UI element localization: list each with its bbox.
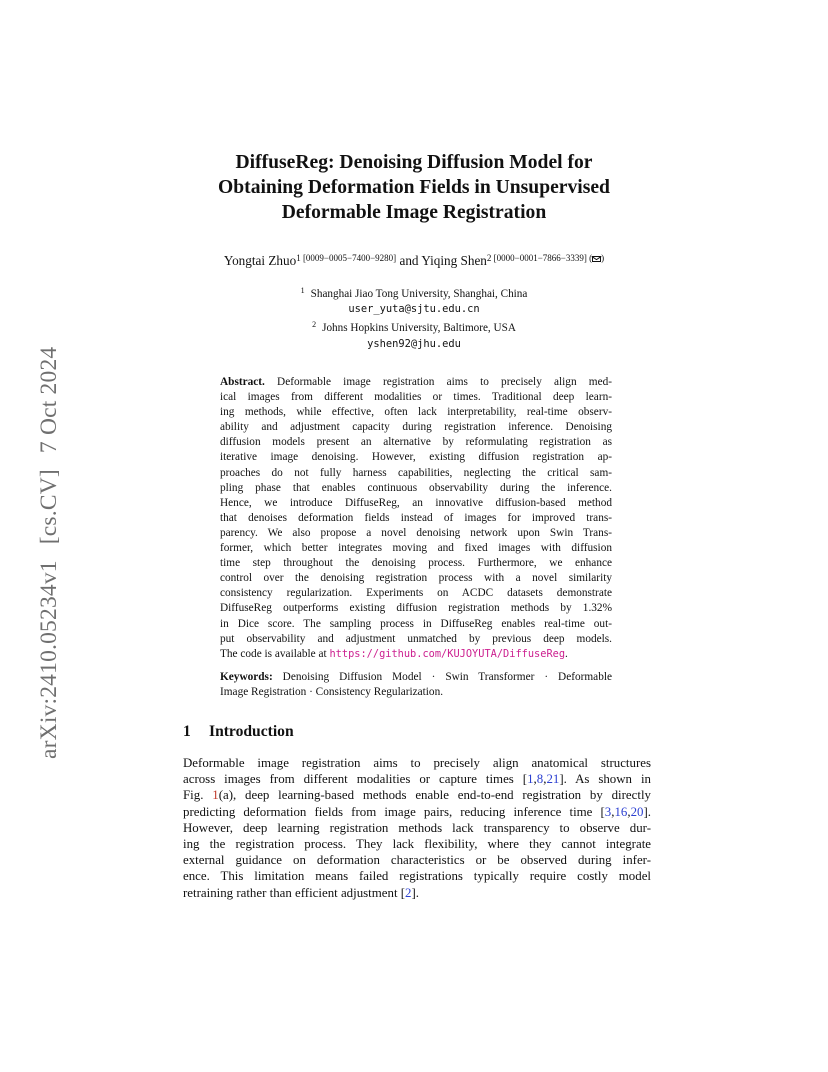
keywords-text: Denoising Diffusion Model · Swin Transformer · Deformable [272, 671, 612, 683]
abstract-line: proaches do not fully harness capabilities, neglecting the critical sam- [220, 466, 612, 479]
abstract-line: Hence, we introduce DiffuseReg, an innovative diffusion-based method [220, 496, 612, 509]
body-line: Deformable image registration aims to precisely align anatomical structures [183, 756, 651, 770]
body-text-run: (a), deep learning-based methods enable end-to-end registration by directly [218, 788, 651, 803]
abstract-text: The code is available at [220, 647, 330, 660]
citation-link[interactable]: 20 [630, 804, 644, 819]
author-orcid-close: ) [601, 253, 605, 263]
author-name: Yongtai Zhuo [223, 253, 297, 268]
body-text-run: across images from different modalities or capture times [ [183, 772, 528, 787]
arxiv-category: [cs.CV] [36, 469, 62, 545]
abstract-text: . [565, 647, 568, 660]
abstract-line: iterative image denoising. However, existing diffusion registration ap- [220, 451, 612, 464]
arxiv-sidebar-stamp [36, 347, 63, 759]
citation-link[interactable]: 21 [546, 772, 560, 787]
keywords [220, 670, 612, 700]
affiliation-email: yshen92@jhu.edu [367, 337, 461, 350]
arxiv-id: arXiv:2410.05234v1 [36, 560, 62, 759]
author-orcid-text: 2 [0000−0001−7866−3339] ( [486, 253, 593, 263]
body-line [183, 787, 651, 803]
abstract-label: Abstract. [220, 376, 265, 388]
abstract-line: that denoises deformation fields instead of images for improved trans- [220, 511, 612, 524]
author-list [150, 253, 678, 269]
body-line: across images from different modalities or capture times [1,8,21]. As shown in [183, 772, 651, 787]
abstract-line: pling phase that enables continuous observability during the inference. [220, 481, 612, 494]
affiliation-marker: 2 [312, 320, 317, 330]
citation-link[interactable]: 3 [604, 804, 612, 819]
citation-link[interactable]: 1 [527, 772, 534, 787]
envelope-icon [592, 256, 601, 262]
paper-title [150, 150, 678, 225]
title-line: DiffuseReg: Denoising Diffusion Model for [235, 152, 593, 173]
abstract-line: DiffuseReg outperforms existing diffusion registration methods by 1.32% [220, 602, 612, 615]
body-text-run: ]. [643, 804, 651, 819]
abstract-line: ing methods, while effective, often lack interpretability, real-time observ- [220, 406, 612, 419]
abstract-line: parency. We also propose a novel denoising network upon Swin Trans- [220, 526, 612, 539]
keywords-line [220, 670, 612, 685]
abstract-line: time step throughout the denoising process. Furthermore, we enhance [220, 557, 612, 570]
section-heading [183, 723, 294, 741]
affiliation-name: Johns Hopkins University, Baltimore, USA [322, 322, 516, 335]
body-text [183, 755, 651, 901]
affiliation-line [150, 283, 678, 302]
body-text-run: Fig. [183, 788, 213, 803]
affiliations [150, 283, 678, 352]
body-line: predicting deformation fields from image pairs, reducing inference time [3,16,20]. [183, 804, 651, 819]
abstract [220, 375, 612, 662]
body-text-run: ]. As shown in [559, 772, 651, 787]
figure-link[interactable]: 1 [212, 788, 219, 803]
citation-link[interactable]: 2 [405, 885, 412, 900]
citation-link[interactable]: 16 [614, 804, 628, 819]
body-text-run: predicting deformation fields from image pairs, reducing inference time [ [183, 804, 605, 819]
abstract-line [220, 375, 612, 390]
code-link[interactable]: https://github.com/KUJOYUTA/DiffuseReg [329, 647, 566, 660]
abstract-line: former, which better integrates moving and fixed images with diffusion [220, 542, 612, 555]
title-line: Deformable Image Registration [281, 202, 547, 223]
keywords-line: Image Registration · Consistency Regularization. [220, 686, 444, 699]
section-number: 1 [183, 723, 191, 740]
citation-link[interactable]: 8 [536, 772, 544, 787]
section-title: Introduction [209, 723, 294, 740]
body-line: ing the registration process. They lack flexibility, where they cannot integrate [183, 836, 651, 851]
author-name: Yiqing Shen [421, 253, 487, 268]
keywords-label: Keywords: [220, 671, 273, 683]
title-line: Obtaining Deformation Fields in Unsupervised [218, 177, 610, 198]
author-orcid [487, 253, 604, 263]
abstract-line: in Dice score. The sampling process in DiffuseReg enables real-time out- [220, 617, 612, 630]
body-line: external guidance on deformation characteristics or be observed during infer- [183, 853, 651, 868]
author-joiner: and [396, 253, 422, 268]
body-text-run: ]. [411, 885, 420, 900]
arxiv-date: 7 Oct 2024 [36, 346, 62, 454]
body-text-run: retraining rather than efficient adjustment [ [183, 885, 406, 900]
affiliation-name: Shanghai Jiao Tong University, Shanghai, China [310, 288, 528, 300]
affiliation-email: user_yuta@sjtu.edu.cn [348, 303, 480, 316]
affiliation-line [150, 317, 678, 336]
abstract-line: diffusion models present an alternative by reformulating registration as [220, 436, 612, 449]
body-line [183, 885, 651, 901]
abstract-line [220, 647, 612, 662]
author-orcid: 1 [0009−0005−7400−9280] [296, 253, 397, 263]
body-line: ence. This limitation means failed registrations typically require costly model [183, 869, 651, 884]
affiliation-marker: 1 [300, 286, 305, 295]
abstract-line: ical images from different modalities or times. Traditional deep learn- [220, 391, 612, 404]
abstract-line: ability and adjustment capacity during registration inference. Denoising [220, 421, 612, 434]
abstract-line: put observability and adjustment unmatched by previous deep models. [220, 632, 612, 645]
abstract-line: control over the denoising registration process with a novel similarity [220, 572, 612, 585]
abstract-line: consistency regularization. Experiments on ACDC datasets demonstrate [220, 587, 612, 600]
abstract-text: Deformable image registration aims to precisely align med- [264, 376, 612, 388]
body-line: However, deep learning registration methods lack transparency to observe dur- [183, 820, 651, 835]
